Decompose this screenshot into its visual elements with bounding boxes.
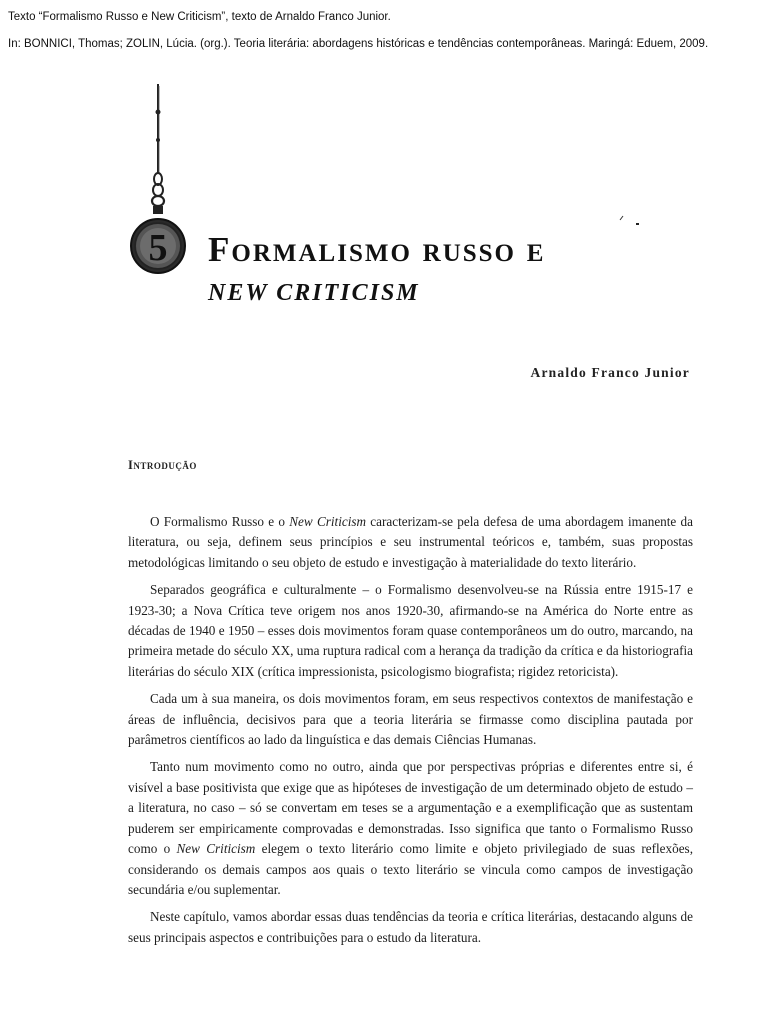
- paragraph-4-part-b: elegem o texto literário como limite e objeto privilegiado de suas reflexões, considerando os demais campos aos quais o texto literário se vincula como campos de investigação secundária e/ou suplementar.: [128, 841, 693, 897]
- print-speck-marks: [616, 212, 646, 228]
- citation-line-2: In: BONNICI, Thomas; ZOLIN, Lúcia. (org.). Teoria literária: abordagens históricas e tendências contemporâneas. Maringá: Eduem, 2009.: [8, 38, 709, 50]
- pocket-watch-pendant-icon: [128, 82, 192, 292]
- citation-line-1: Texto “Formalismo Russo e New Criticism”, texto de Arnaldo Franco Junior.: [8, 11, 391, 23]
- paragraph-1-part-a: O Formalismo Russo e o: [150, 514, 290, 529]
- section-heading-introducao: Introdução: [128, 458, 197, 472]
- paragraph-1-part-b: caracterizam-se pela defesa de uma abordagem imanente da literatura, ou seja, definem seus princípios e seu instrumental teóricos e, também, suas propostas metodológicas limitando o seu objeto de estudo e investigação à materialidade do texto literário.: [128, 514, 693, 570]
- chapter-title-rest: ormalismo russo e: [231, 230, 546, 269]
- chapter-title: [208, 232, 545, 267]
- paragraph-2: Separados geográfica e culturalmente – o Formalismo desenvolveu-se na Rússia entre 1915-17 e 1923-30; a Nova Crítica teve origem nos anos 1920-30, afirmando-se na América do Norte entre as décadas de 1940 e 1950 – esses dois movimentos foram quase contemporâneos um do outro, marcando, na primeira metade do século XX, uma ruptura radical com a herança da tradição da crítica e da historiografia literárias do século XIX (crítica impressionista, psicologismo biografista; rigidez retoricista).: [128, 582, 693, 679]
- paragraph-4-part-a: Tanto num movimento como no outro, ainda que por perspectivas próprias e diferentes entre si, é visível a base positivista que exige que as hipóteses de investigação de um determinado objeto de estudo – a literatura, no caso – só se convertam em teses se a argumentação e a exemplificação que as sustentam puderem ser empiricamente comprovadas e demonstradas. Isso significa que tanto o Formalismo Russo como o: [128, 759, 693, 857]
- paragraph-3: Cada um à sua maneira, os dois movimentos foram, em seus respectivos contextos de manifestação e áreas de influência, decisivos para que a teoria literária se firmasse como disciplina pautada por parâmetros científicos ao lado da linguística e das demais Ciências Humanas.: [128, 691, 693, 748]
- paragraph-1: [128, 512, 693, 573]
- paragraph-4-emphasis: New Criticism: [176, 841, 256, 857]
- paragraph-5: Neste capítulo, vamos abordar essas duas tendências da teoria e crítica literárias, destacando alguns de seus principais aspectos e contribuições para o estudo da literatura.: [128, 909, 693, 945]
- author-name: Arnaldo Franco Junior: [530, 365, 690, 380]
- paragraph-1-emphasis: New Criticism: [289, 514, 367, 529]
- paragraph-4: [128, 757, 693, 900]
- chapter-number: 5: [148, 227, 168, 269]
- body-text: [128, 512, 693, 955]
- chapter-subtitle: NEW CRITICISM: [208, 280, 420, 306]
- chapter-title-initial: F: [208, 230, 232, 269]
